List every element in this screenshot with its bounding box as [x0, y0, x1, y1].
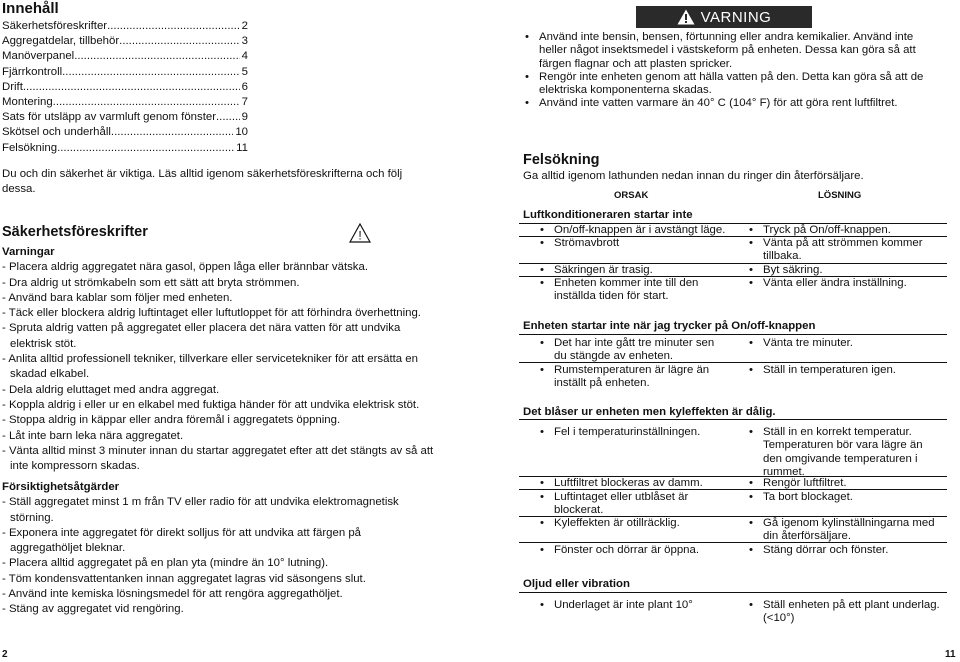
cause-cell: • On/off-knappen är i avstängt läge. — [554, 224, 744, 237]
warning-box-item: • Rengör inte enheten genom att hälla vatten på den. Detta kan göra så att de elektriska komponenterna skadas. — [523, 71, 943, 98]
solution-cell: • Gå igenom kylinställningarna med din återförsäljare. — [763, 517, 943, 544]
warning-item: - Täck eller blockera aldrig luftintaget eller luftutloppet för att förhindra överhettning. — [2, 307, 421, 320]
solution-cell: • Vänta eller ändra inställning. — [763, 277, 943, 290]
warning-triangle-icon — [677, 9, 695, 25]
group-heading: Luftkonditioneraren startar inte — [523, 209, 693, 221]
cause-cell: • Luftfiltret blockeras av damm. — [554, 477, 744, 490]
divider — [519, 592, 947, 593]
warning-item: - Stoppa aldrig in käppar eller andra föremål i aggregatets öppning. — [2, 414, 341, 427]
warning-box-item: • Använd inte bensin, bensen, förtunning eller andra kemikalier. Använd inte heller något insektsmedel i västskeform på enheten. Dessa kan göra så att färgen flagnar och att plasten spricker. — [523, 31, 943, 71]
troubleshooting-subtitle: Ga alltid igenom lathunden nedan innan du ringer din återförsäljare. — [523, 170, 864, 182]
cause-cell: • Enheten kommer inte till den inställda tiden för start. — [554, 277, 714, 304]
page-number-right: 11 — [945, 649, 956, 660]
warning-item: - Placera aldrig aggregatet nära gasol, öppen låga eller brännbar vätska. — [2, 261, 368, 274]
svg-text:!: ! — [358, 228, 362, 243]
toc-entry[interactable]: Sats för utsläpp av varmluft genom fönster ..... 9 — [2, 110, 248, 125]
precaution-item: - Använd inte kemiska lösningsmedel för att rengöra aggregathöljet. — [2, 588, 343, 601]
toc-entry[interactable]: Aggregatdelar, tillbehör ..... 3 — [2, 34, 248, 49]
cause-cell: • Det har inte gått tre minuter sen du stängde av enheten. — [554, 337, 724, 364]
cause-cell: • Rumstemperaturen är lägre än inställt på enheten. — [554, 364, 724, 391]
toc-entry[interactable]: Skötsel och underhåll ..... 10 — [2, 125, 248, 140]
warning-list — [523, 31, 943, 111]
divider — [519, 542, 947, 543]
solution-cell: • Tryck på On/off-knappen. — [763, 224, 943, 237]
divider — [519, 489, 947, 490]
solution-cell: • Ställ enheten på ett plant underlag. (<10°) — [763, 599, 948, 626]
divider — [519, 419, 947, 420]
column-cause: ORSAK — [614, 190, 649, 201]
solution-cell: • Ta bort blockaget. — [763, 491, 943, 504]
solution-cell: • Ställ in temperaturen igen. — [763, 364, 943, 377]
warning-item: - Dela aldrig eluttaget med andra aggregat. — [2, 383, 220, 396]
safety-precautions — [2, 480, 434, 618]
warning-item: - Dra aldrig ut strömkabeln som ett sätt att bryta strömmen. — [2, 276, 300, 289]
warning-item: - Låt inte barn leka nära aggregatet. — [2, 429, 184, 442]
safety-warnings — [2, 245, 434, 474]
divider — [519, 362, 947, 363]
precaution-item: - Exponera inte aggregatet för direkt solljus för att undvika att färgen på aggregathöljet bleknar. — [2, 526, 362, 555]
solution-cell: • Ställ in en korrekt temperatur. Temperaturen bör vara lägre än den omgivande temperaturen i rummet. — [763, 426, 923, 480]
toc-entry[interactable]: Felsökning ..... 11 — [2, 141, 248, 156]
cause-cell: • Luftintaget eller utblåset är blockerat. — [554, 491, 714, 518]
group-heading: Oljud eller vibration — [523, 578, 630, 590]
warning-item: - Vänta alltid minst 3 minuter innan du startar aggregatet efter att det stängts av så att inte kompressorn skadas. — [2, 444, 434, 473]
solution-cell: • Vänta tre minuter. — [763, 337, 943, 350]
solution-cell: • Vänta på att strömmen kommer tillbaka. — [763, 237, 933, 264]
solution-cell: • Byt säkring. — [763, 264, 943, 277]
cause-cell: • Fel i temperaturinställningen. — [554, 426, 744, 439]
group-heading: Enheten startar inte när jag trycker på On/off-knappen — [523, 320, 816, 332]
table-of-contents — [2, 19, 248, 156]
divider — [519, 334, 947, 335]
column-solution: LÖSNING — [818, 190, 862, 201]
toc-title: Innehåll — [2, 0, 59, 17]
precautions-heading: Försiktighetsåtgärder — [2, 481, 120, 493]
solution-cell: • Stäng dörrar och fönster. — [763, 544, 943, 557]
precaution-item: - Placera alltid aggregatet på en plan yta (mindre än 10° lutning). — [2, 557, 329, 570]
cause-cell: • Kyleffekten är otillräcklig. — [554, 517, 744, 530]
precaution-item: - Stäng av aggregatet vid rengöring. — [2, 603, 184, 616]
precaution-item: - Töm kondensvattentanken innan aggregatet lagras vid säsongens slut. — [2, 572, 366, 585]
troubleshooting-title: Felsökning — [523, 152, 600, 168]
warning-banner-label: VARNING — [700, 8, 772, 26]
cause-cell: • Fönster och dörrar är öppna. — [554, 544, 744, 557]
cause-cell: • Säkringen är trasig. — [554, 264, 744, 277]
page-number-left: 2 — [2, 649, 8, 660]
cause-cell: • Underlaget är inte plant 10° — [554, 599, 744, 612]
warning-item: - Koppla aldrig i eller ur en elkabel med fuktiga händer för att undvika elektrisk stöt. — [2, 398, 420, 411]
toc-entry[interactable]: Fjärrkontroll ..... 5 — [2, 65, 248, 80]
warning-box-item: • Använd inte vatten varmare än 40° C (104° F) för att göra rent luftfiltret. — [523, 97, 943, 110]
warning-item: - Anlita alltid professionell tekniker, tillverkare eller servicetekniker för att ersätta en skadad elkabel. — [2, 353, 418, 381]
group-heading: Det blåser ur enheten men kyleffekten är dålig. — [523, 406, 776, 418]
toc-entry[interactable]: Manöverpanel ..... 4 — [2, 49, 248, 64]
cause-cell: • Strömavbrott — [554, 237, 744, 250]
toc-entry[interactable]: Montering ..... 7 — [2, 95, 248, 110]
intro-text: Du och din säkerhet är viktiga. Läs alltid igenom säkerhetsföreskrifterna och följ dessa. — [2, 168, 403, 196]
toc-entry[interactable]: Säkerhetsföreskrifter ..... 2 — [2, 19, 248, 34]
toc-entry[interactable]: Drift ..... 6 — [2, 80, 248, 95]
solution-cell: • Rengör luftfiltret. — [763, 477, 943, 490]
safety-title: Säkerhetsföreskrifter — [2, 224, 148, 240]
warning-item: - Använd bara kablar som följer med enheten. — [2, 291, 233, 304]
warning-item: - Spruta aldrig vatten på aggregatet eller placera det nära vatten för att undvika elektrisk stöt. — [2, 322, 401, 350]
precaution-item: - Ställ aggregatet minst 1 m från TV eller radio för att undvika elektromagnetisk störning. — [2, 496, 399, 524]
warnings-heading: Varningar — [2, 246, 55, 258]
warning-banner — [636, 6, 812, 28]
